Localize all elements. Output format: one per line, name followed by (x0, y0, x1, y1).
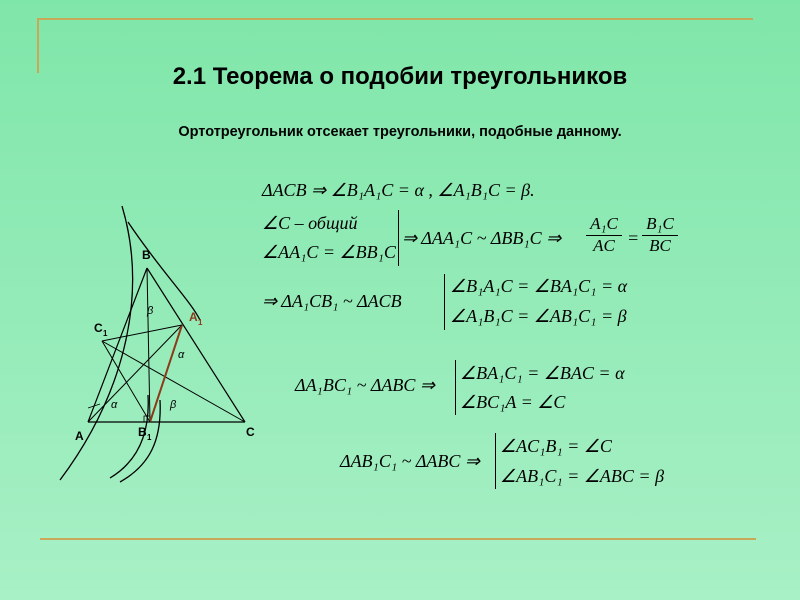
block4-equation-2: ∠AB₁C₁ = ∠ABC = β (500, 466, 665, 486)
label-a1-sub: 1 (198, 318, 203, 327)
label-b1-sub: 1 (147, 433, 152, 442)
block3-equation-1: ∠BA₁C₁ = ∠BAC = α (460, 363, 625, 383)
block2-bar (444, 274, 445, 330)
fraction-2-denominator: BC (649, 236, 671, 255)
arc-top (128, 222, 200, 320)
angle-beta-bottom: β (170, 399, 177, 411)
altitude-a (88, 325, 182, 422)
label-c: C (246, 425, 255, 439)
block3-result: ΔA₁BC₁ ~ ΔABC ⇒ (295, 375, 435, 395)
block1-condition-1: ∠C – общий (262, 213, 358, 233)
label-b: B (142, 248, 151, 262)
fraction-1-denominator: AC (593, 236, 615, 255)
fraction-equals: = (627, 228, 640, 248)
fraction-2 (642, 214, 678, 256)
label-a1: A (189, 310, 198, 324)
orthic-a1b1 (150, 325, 182, 422)
block1-bar (398, 210, 399, 266)
block4-equation-1: ∠AC₁B₁ = ∠C (500, 436, 612, 456)
fraction-2-numerator: B₁C (642, 214, 678, 236)
orthic-b1c1 (102, 341, 150, 422)
angle-alpha-left: α (111, 399, 118, 411)
formula-line-1: ΔACB ⇒ ∠B₁A₁C = α , ∠A₁B₁C = β. (262, 180, 535, 200)
slide-subtitle: Ортотреугольник отсекает треугольники, подобные данному. (178, 124, 622, 140)
block1-condition-2: ∠AA₁C = ∠BB₁C (262, 242, 396, 262)
side-bc (147, 268, 245, 422)
label-a: A (75, 429, 84, 443)
block1-result: ⇒ ΔAA₁C ~ ΔBB₁C ⇒ (402, 228, 562, 248)
label-b1: B (138, 425, 147, 439)
fraction-1-numerator: A₁C (586, 214, 622, 236)
slide-title: 2.1 Теорема о подобии треугольников (172, 63, 628, 90)
arc-left (60, 206, 133, 480)
block2-equation-1: ∠B₁A₁C = ∠BA₁C₁ = α (450, 276, 628, 296)
block3-equation-2: ∠BC₁A = ∠C (460, 392, 566, 412)
label-c1-sub: 1 (103, 329, 108, 338)
label-c1: C (94, 321, 103, 335)
block4-bar (495, 433, 496, 489)
block2-equation-2: ∠A₁B₁C = ∠AB₁C₁ = β (450, 306, 627, 326)
angle-beta-top: β (147, 305, 154, 317)
block4-result: ΔAB₁C₁ ~ ΔABC ⇒ (340, 451, 480, 471)
fraction-1 (586, 214, 622, 256)
block2-result: ⇒ ΔA₁CB₁ ~ ΔACB (262, 291, 402, 311)
orthic-c1a1 (102, 325, 182, 341)
side-ab (88, 268, 147, 422)
block3-bar (455, 360, 456, 415)
angle-alpha-right: α (178, 349, 185, 361)
